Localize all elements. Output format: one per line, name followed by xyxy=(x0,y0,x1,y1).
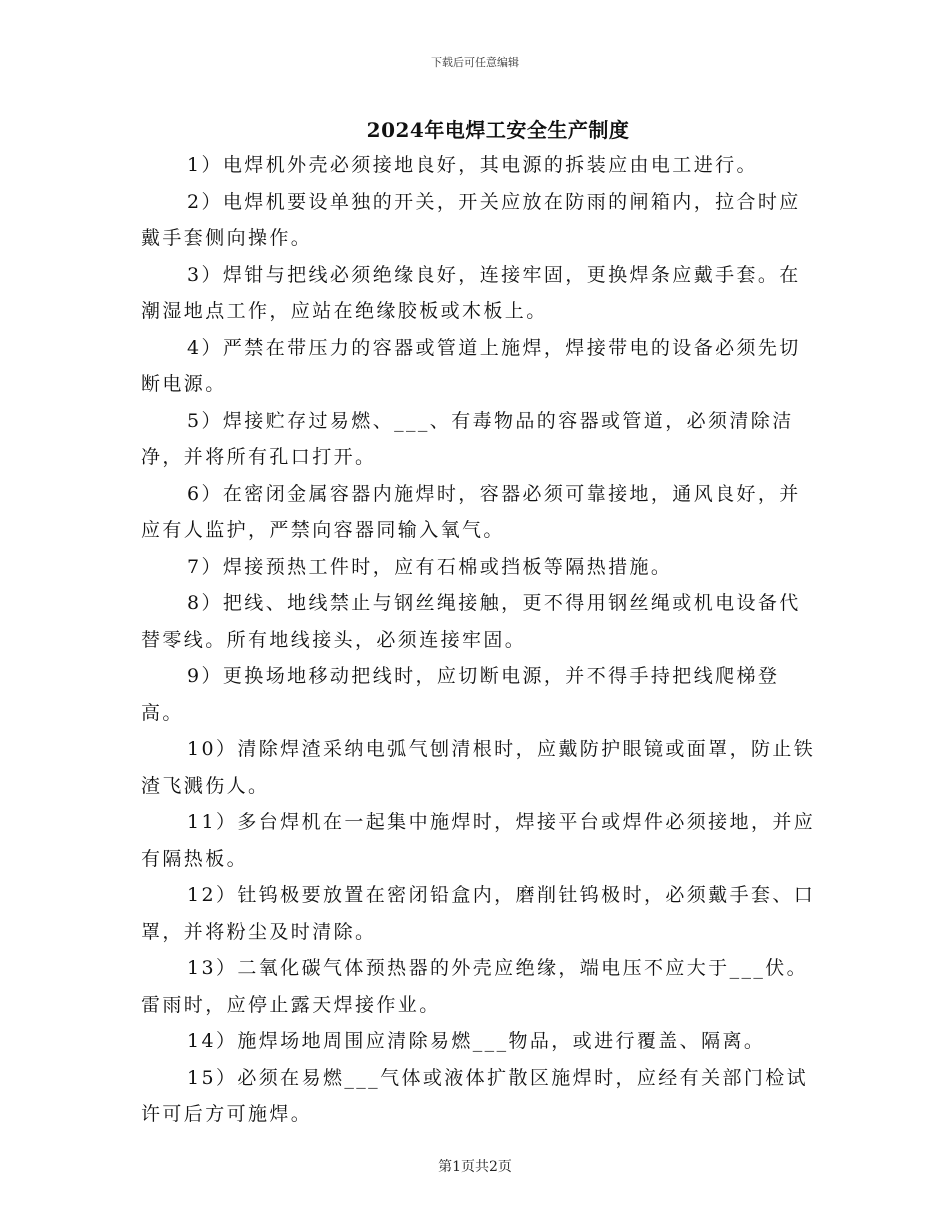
page-number: 第1页共2页 xyxy=(438,1159,512,1175)
paragraph-10: 10）清除焊渣采纳电弧气刨清根时，应戴防护眼镜或面罩，防止铁渣飞溅伤人。 xyxy=(141,738,816,797)
paragraph-6: 6）在密闭金属容器内施焊时，容器必须可靠接地，通风良好，并应有人监护，严禁向容器同输入氧气。 xyxy=(141,482,801,541)
paragraph-15: 15）必须在易燃___气体或液体扩散区施焊时，应经有关部门检试许可后方可施焊。 xyxy=(141,1066,809,1125)
paragraph-14: 14）施焊场地周围应清除易燃___物品，或进行覆盖、隔离。 xyxy=(187,1030,766,1052)
page-header: 下载后可任意编辑 xyxy=(431,56,519,69)
paragraph-13: 13）二氧化碳气体预热器的外壳应绝缘，端电压不应大于___伏。雷雨时，应停止露天焊接作业。 xyxy=(141,957,809,1016)
paragraph-3: 3）焊钳与把线必须绝缘良好，连接牢固，更换焊条应戴手套。在潮湿地点工作，应站在绝缘胶板或木板上。 xyxy=(141,263,801,322)
document-title: 2024年电焊工安全生产制度 xyxy=(366,118,630,142)
paragraph-8: 8）把线、地线禁止与钢丝绳接触，更不得用钢丝绳或机电设备代替零线。所有地线接头，必须连接牢固。 xyxy=(141,592,801,651)
paragraph-2: 2）电焊机要设单独的开关，开关应放在防雨的闸箱内，拉合时应戴手套侧向操作。 xyxy=(141,190,801,249)
paragraph-7: 7）焊接预热工件时，应有石棉或挡板等隔热措施。 xyxy=(187,555,673,578)
paragraph-4: 4）严禁在带压力的容器或管道上施焊，焊接带电的设备必须先切断电源。 xyxy=(141,336,801,395)
paragraph-9: 9）更换场地移动把线时，应切断电源，并不得手持把线爬梯登高。 xyxy=(141,665,780,724)
document-body xyxy=(141,147,821,1133)
paragraph-5: 5）焊接贮存过易燃、___、有毒物品的容器或管道，必须清除洁净，并将所有孔口打开。 xyxy=(141,409,794,468)
paragraph-11: 11）多台焊机在一起集中施焊时，焊接平台或焊件必须接地，并应有隔热板。 xyxy=(141,811,816,870)
paragraph-12: 12）钍钨极要放置在密闭铅盒内，磨削钍钨极时，必须戴手套、口罩，并将粉尘及时清除。 xyxy=(141,884,816,943)
paragraph-1: 1）电焊机外壳必须接地良好，其电源的拆装应由电工进行。 xyxy=(187,154,758,176)
